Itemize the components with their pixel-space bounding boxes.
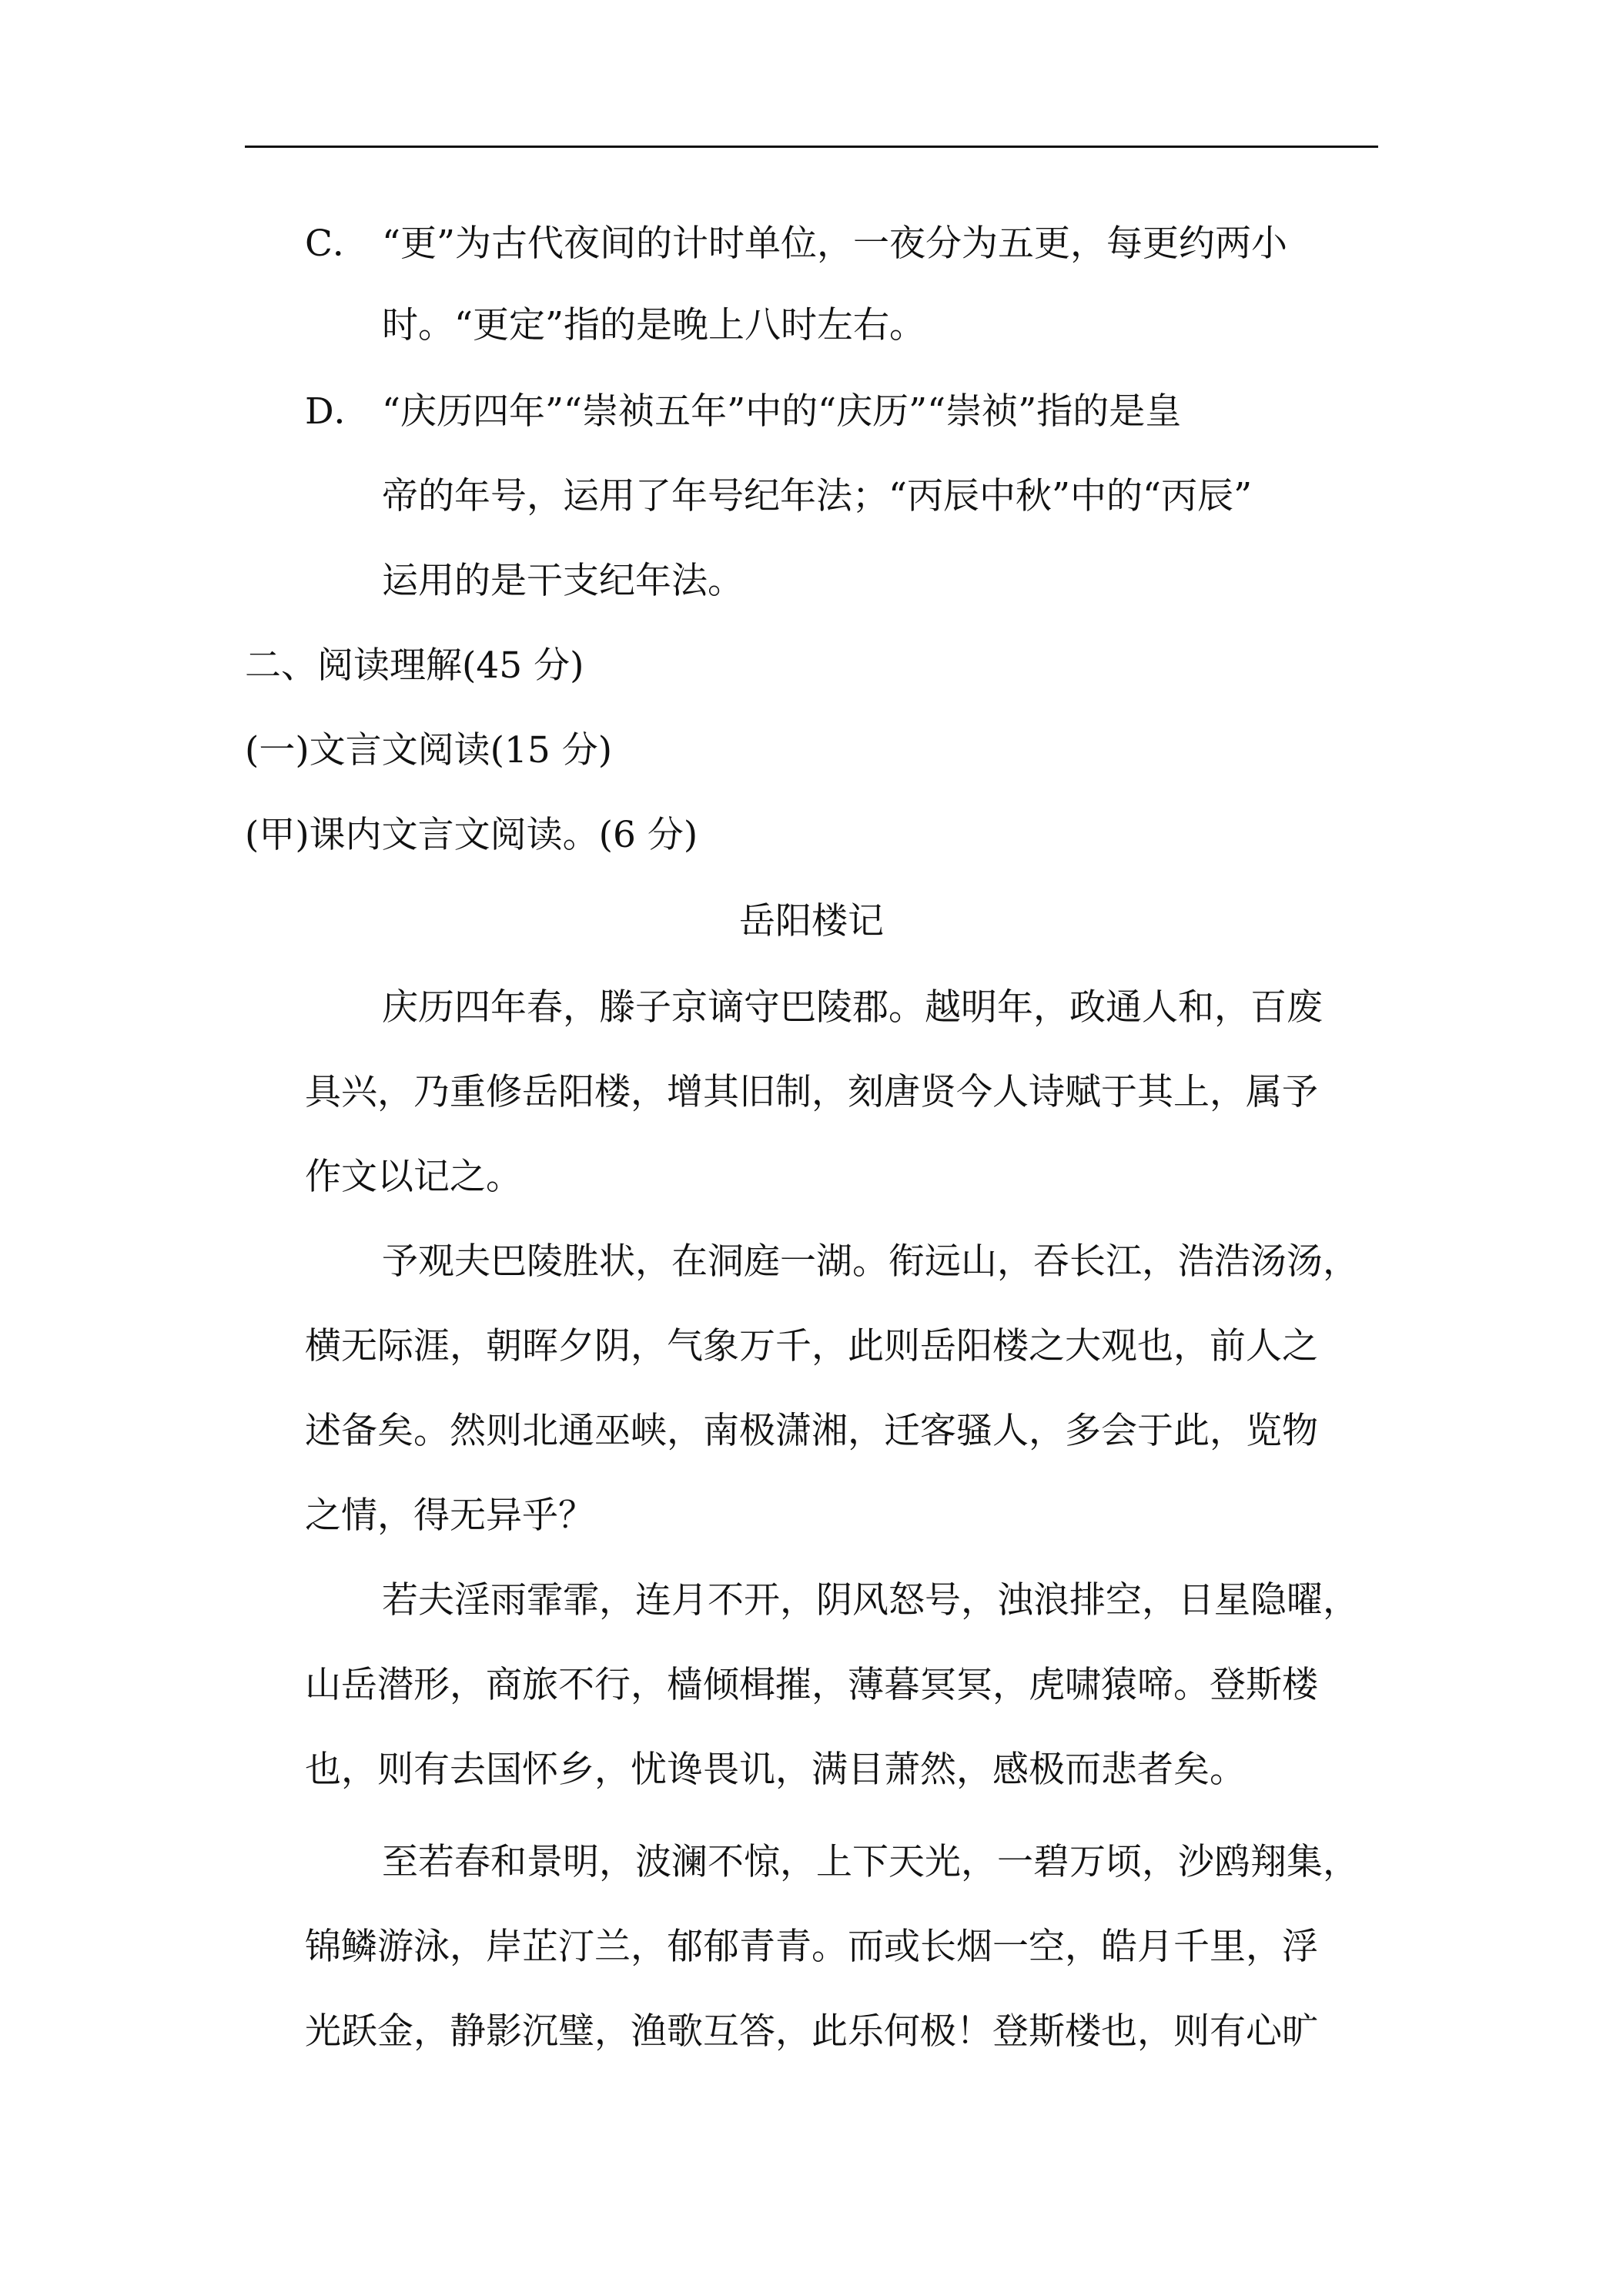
paragraph-2-line-2: 横无际涯，朝晖夕阴，气象万千，此则岳阳楼之大观也，前人之 bbox=[305, 1325, 1318, 1367]
paragraph-4-line-1: 至若春和景明，波澜不惊，上下天光，一碧万顷，沙鸥翔集， bbox=[382, 1841, 1359, 1883]
passage-title: 岳阳楼记 bbox=[739, 900, 884, 942]
paragraph-3-line-3: 也，则有去国怀乡，忧谗畏讥，满目萧然，感极而悲者矣。 bbox=[305, 1749, 1246, 1791]
paragraph-3-line-1: 若夫淫雨霏霏，连月不开，阴风怒号，浊浪排空，日星隐曜， bbox=[382, 1579, 1359, 1622]
paragraph-2-line-1: 予观夫巴陵胜状，在洞庭一湖。衔远山，吞长江，浩浩汤汤， bbox=[382, 1240, 1359, 1283]
subsection-heading: (一)文言文阅读(15 分) bbox=[245, 729, 613, 771]
paragraph-1-line-1: 庆历四年春，滕子京谪守巴陵郡。越明年，政通人和，百废 bbox=[382, 986, 1323, 1029]
section-heading: 二、阅读理解(45 分) bbox=[245, 644, 584, 687]
paragraph-1-line-3: 作文以记之。 bbox=[305, 1156, 522, 1198]
paragraph-2-line-3: 述备矣。然则北通巫峡，南极潇湘，迁客骚人，多会于此，览物 bbox=[305, 1410, 1318, 1452]
paragraph-4-line-3: 光跃金，静影沉璧，渔歌互答，此乐何极！登斯楼也，则有心旷 bbox=[305, 2010, 1318, 2053]
option-d-line-1 bbox=[305, 389, 1181, 435]
option-d-line-3: 运用的是干支纪年法。 bbox=[382, 560, 744, 602]
paragraph-2-line-4: 之情，得无异乎？ bbox=[305, 1494, 594, 1537]
part-heading: (甲)课内文言文阅读。(6 分) bbox=[245, 814, 698, 856]
option-c-text-1: “更”为古代夜间的计时单位，一夜分为五更，每更约两小 bbox=[382, 223, 1288, 265]
paragraph-3-line-2: 山岳潜形，商旅不行，樯倾楫摧，薄暮冥冥，虎啸猿啼。登斯楼 bbox=[305, 1664, 1318, 1706]
top-rule bbox=[245, 146, 1378, 148]
option-d-text-1: “庆历四年”“崇祯五年”中的“庆历”“崇祯”指的是皇 bbox=[382, 390, 1182, 433]
paragraph-1-line-2: 具兴，乃重修岳阳楼，增其旧制，刻唐贤今人诗赋于其上，属予 bbox=[305, 1071, 1318, 1113]
option-d-line-2: 帝的年号，运用了年号纪年法；“丙辰中秋”中的“丙辰” bbox=[382, 475, 1253, 517]
option-c-letter: C． bbox=[305, 223, 369, 265]
option-d-letter: D． bbox=[305, 390, 370, 433]
paragraph-4-line-2: 锦鳞游泳，岸芷汀兰，郁郁青青。而或长烟一空，皓月千里，浮 bbox=[305, 1926, 1318, 1968]
option-c-line-2: 时。“更定”指的是晚上八时左右。 bbox=[382, 304, 926, 346]
option-c-line-1 bbox=[305, 221, 1287, 267]
